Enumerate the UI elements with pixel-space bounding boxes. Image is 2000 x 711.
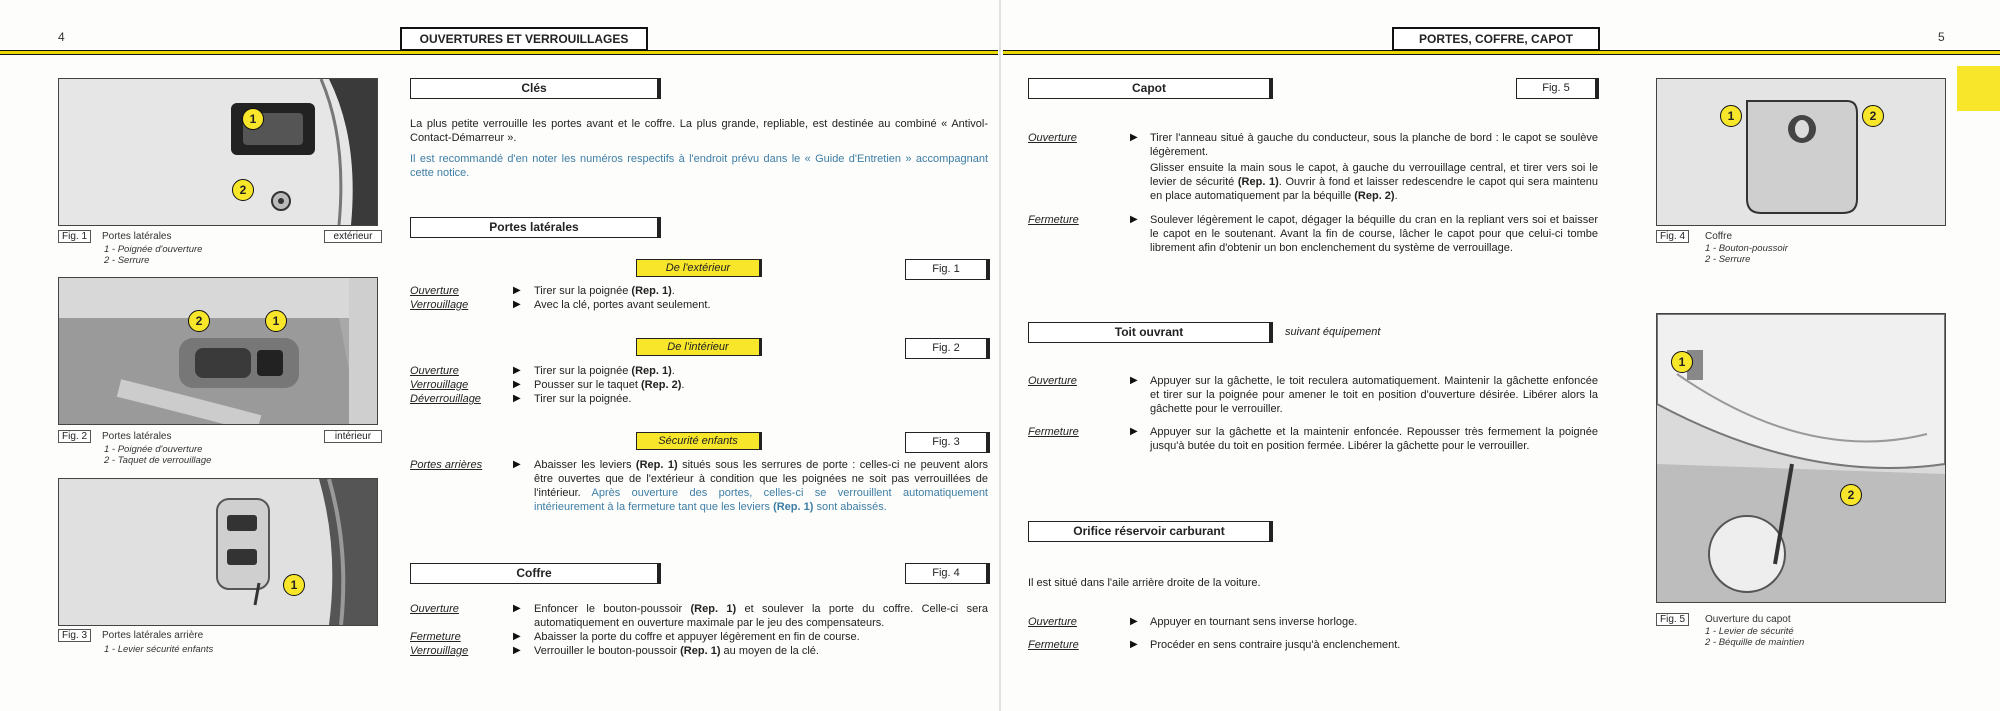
fig2-label: Fig. 2: [58, 430, 91, 443]
page-spine: [999, 0, 1001, 711]
callout-badge: 2: [1840, 484, 1862, 506]
callout-badge: 1: [283, 574, 305, 596]
row-label: Ouverture: [410, 365, 459, 377]
photo-fig2: [58, 277, 378, 425]
row-text: Verrouiller le bouton-poussoir (Rep. 1) au moyen de la clé.: [534, 645, 819, 657]
row-text: Tirer sur la poignée (Rep. 1).: [534, 365, 675, 377]
section-coffre: Coffre: [410, 563, 661, 584]
row-text: Appuyer sur la gâchette, le toit reculera automatiquement. Maintenir la gâchette enfoncée et tirer sur la poignée pour amener le toit en position d'ouverture désirée. Libérer alors la gâchette pour le verrouiller.: [1150, 375, 1598, 415]
fig-ref: Fig. 3: [905, 432, 990, 453]
fig2-item: 1 - Poignée d'ouverture: [104, 444, 203, 455]
row-text: Tirer sur la poignée.: [534, 393, 632, 405]
section-capot: Capot: [1028, 78, 1273, 99]
fig5-item: 2 - Béquille de maintien: [1705, 637, 1805, 648]
cles-note: Il est recommandé d'en noter les numéros respectifs à l'endroit prévu dans le « Guide d'Entretien » accompagnant cette notice.: [410, 153, 988, 179]
fig2-title: Portes latérales: [102, 431, 172, 442]
arrow-icon: ▶: [513, 299, 521, 310]
fig-ref: Fig. 2: [905, 338, 990, 359]
securite-text: Abaisser les leviers (Rep. 1) situés sous les serrures de porte : celles-ci ne peuvent alors être ouvertes que de l'extérieur à condition que les poignées ne soit pas verrouillées de l'intérieur. Après ouverture des portes, celles-ci se verrouillent automatiquement intérieurement à la fermeture tant que les leviers (Rep. 1) sont abaissés.: [534, 459, 988, 513]
row-label: Fermeture: [410, 631, 461, 643]
row-text: Tirer sur la poignée (Rep. 1).: [534, 285, 675, 297]
row-label: Ouverture: [1028, 375, 1077, 387]
sub-interieur: De l'intérieur: [636, 338, 762, 356]
trunk-lock-illustration: [1657, 79, 1945, 225]
arrow-icon: ▶: [513, 459, 521, 470]
fig3-label: Fig. 3: [58, 629, 91, 642]
header-rule-right: [1003, 50, 2000, 55]
capot-ouverture-1: Tirer l'anneau situé à gauche du conducteur, sous la planche de bord : le capot se soulève légèrement.: [1150, 132, 1598, 158]
row-label: Verrouillage: [410, 645, 469, 657]
fig4-label: Fig. 4: [1656, 230, 1689, 243]
fig1-label: Fig. 1: [58, 230, 91, 243]
fig1-tag: extérieur: [324, 230, 382, 243]
sub-securite-enfants: Sécurité enfants: [636, 432, 762, 450]
header-rule-left: [0, 50, 998, 55]
row-label: Fermeture: [1028, 214, 1079, 226]
arrow-icon: ▶: [513, 285, 521, 296]
arrow-icon: ▶: [513, 645, 521, 656]
capot-fermeture: Soulever légèrement le capot, dégager la béquille du cran en la repliant vers soi et baisser le capot en le soutenant. Avant la fin de course, lâcher le capot pour que celui-ci tombe librement afin d'obtenir un bon enclenchement du système de verrouillage.: [1150, 214, 1598, 254]
callout-badge: 1: [1720, 105, 1742, 127]
page-number-right: 5: [1938, 30, 1945, 44]
arrow-icon: ▶: [513, 393, 521, 404]
row-label: Ouverture: [410, 285, 459, 297]
fig3-title: Portes latérales arrière: [102, 630, 204, 641]
row-label: Verrouillage: [410, 299, 469, 311]
photo-fig4-right: [1656, 78, 1946, 226]
fig-ref: Fig. 1: [905, 259, 990, 280]
section-toit-ouvrant: Toit ouvrant: [1028, 322, 1273, 343]
row-label: Ouverture: [1028, 132, 1077, 144]
fig1-item: 2 - Serrure: [104, 255, 150, 266]
photo-fig1: [58, 78, 378, 226]
callout-badge: 1: [265, 310, 287, 332]
fig2-tag: intérieur: [324, 430, 382, 443]
fig5-title: Ouverture du capot: [1705, 614, 1791, 625]
row-label: Ouverture: [1028, 616, 1077, 628]
fig4-item: 1 - Bouton-poussoir: [1705, 243, 1788, 254]
fig4-title: Coffre: [1705, 231, 1733, 242]
door-handle-interior-illustration: [59, 278, 377, 424]
section-cles: Clés: [410, 78, 661, 99]
arrow-icon: ▶: [513, 631, 521, 642]
page-header-left: OUVERTURES ET VERROUILLAGES: [400, 27, 648, 51]
section-portes-laterales: Portes latérales: [410, 217, 661, 238]
fig1-item: 1 - Poignée d'ouverture: [104, 244, 203, 255]
arrow-icon: ▶: [1130, 214, 1138, 225]
arrow-icon: ▶: [513, 379, 521, 390]
fig-ref: Fig. 5: [1516, 78, 1599, 99]
arrow-icon: ▶: [1130, 616, 1138, 627]
row-label: Ouverture: [410, 603, 459, 615]
fig1-title: Portes latérales: [102, 231, 172, 242]
row-text: Pousser sur le taquet (Rep. 2).: [534, 379, 685, 391]
arrow-icon: ▶: [513, 603, 521, 614]
row-text: Abaisser la porte du coffre et appuyer légèrement en fin de course.: [534, 631, 860, 643]
sub-exterieur: De l'extérieur: [636, 259, 762, 277]
row-label: Fermeture: [1028, 426, 1079, 438]
row-label: Déverrouillage: [410, 393, 481, 405]
fig2-item: 2 - Taquet de verrouillage: [104, 455, 212, 466]
capot-ouverture-2: Glisser ensuite la main sous le capot, à gauche du verrouillage central, et tirer vers soi le levier de sécurité (Rep. 1). Ouvrir à fond et laisser redescendre le capot qui sera maintenu en place automatiquement par la béquille (Rep. 2).: [1150, 162, 1598, 202]
photo-fig5-right: [1656, 313, 1946, 603]
row-text: Enfoncer le bouton-poussoir (Rep. 1) et soulever la porte du coffre. Celle-ci sera automatiquement en ouverture maximale par le jeu des compensateurs.: [534, 603, 988, 629]
row-label: Verrouillage: [410, 379, 469, 391]
photo-fig3: [58, 478, 378, 626]
callout-badge: 1: [242, 108, 264, 130]
toit-note: suivant équipement: [1285, 326, 1381, 338]
fig4-item: 2 - Serrure: [1705, 254, 1751, 265]
callout-badge: 2: [1862, 105, 1884, 127]
fig5-item: 1 - Levier de sécurité: [1705, 626, 1794, 637]
door-handle-exterior-illustration: [59, 79, 377, 225]
page-number-left: 4: [58, 30, 65, 44]
page-header-right: PORTES, COFFRE, CAPOT: [1392, 27, 1600, 51]
fig5-label: Fig. 5: [1656, 613, 1689, 626]
arrow-icon: ▶: [1130, 426, 1138, 437]
row-label: Portes arrières: [410, 459, 483, 471]
orifice-intro: Il est situé dans l'aile arrière droite de la voiture.: [1028, 577, 1261, 589]
row-text: Procéder en sens contraire jusqu'à enclenchement.: [1150, 639, 1401, 651]
fig3-item: 1 - Levier sécurité enfants: [104, 644, 214, 655]
row-text: Appuyer sur la gâchette et la maintenir enfoncée. Repousser très fermement la poignée jusqu'à butée du toit en position fermée. Libérer la gâchette pour le verrouiller.: [1150, 426, 1598, 452]
callout-badge: 2: [232, 179, 254, 201]
arrow-icon: ▶: [1130, 132, 1138, 143]
row-text: Avec la clé, portes avant seulement.: [534, 299, 711, 311]
arrow-icon: ▶: [513, 365, 521, 376]
callout-badge: 1: [1671, 351, 1693, 373]
arrow-icon: ▶: [1130, 375, 1138, 386]
row-text: Appuyer en tournant sens inverse horloge.: [1150, 616, 1358, 628]
child-lock-illustration: [59, 479, 377, 625]
chapter-tab: [1957, 66, 2000, 111]
callout-badge: 2: [188, 310, 210, 332]
section-orifice-reservoir: Orifice réservoir carburant: [1028, 521, 1273, 542]
fig-ref: Fig. 4: [905, 563, 990, 584]
cles-paragraph: La plus petite verrouille les portes avant et le coffre. La plus grande, repliable, est destinée au combiné « Antivol-Contact-Démarreur ».: [410, 118, 988, 144]
row-label: Fermeture: [1028, 639, 1079, 651]
arrow-icon: ▶: [1130, 639, 1138, 650]
hood-prop-illustration: [1657, 314, 1945, 602]
